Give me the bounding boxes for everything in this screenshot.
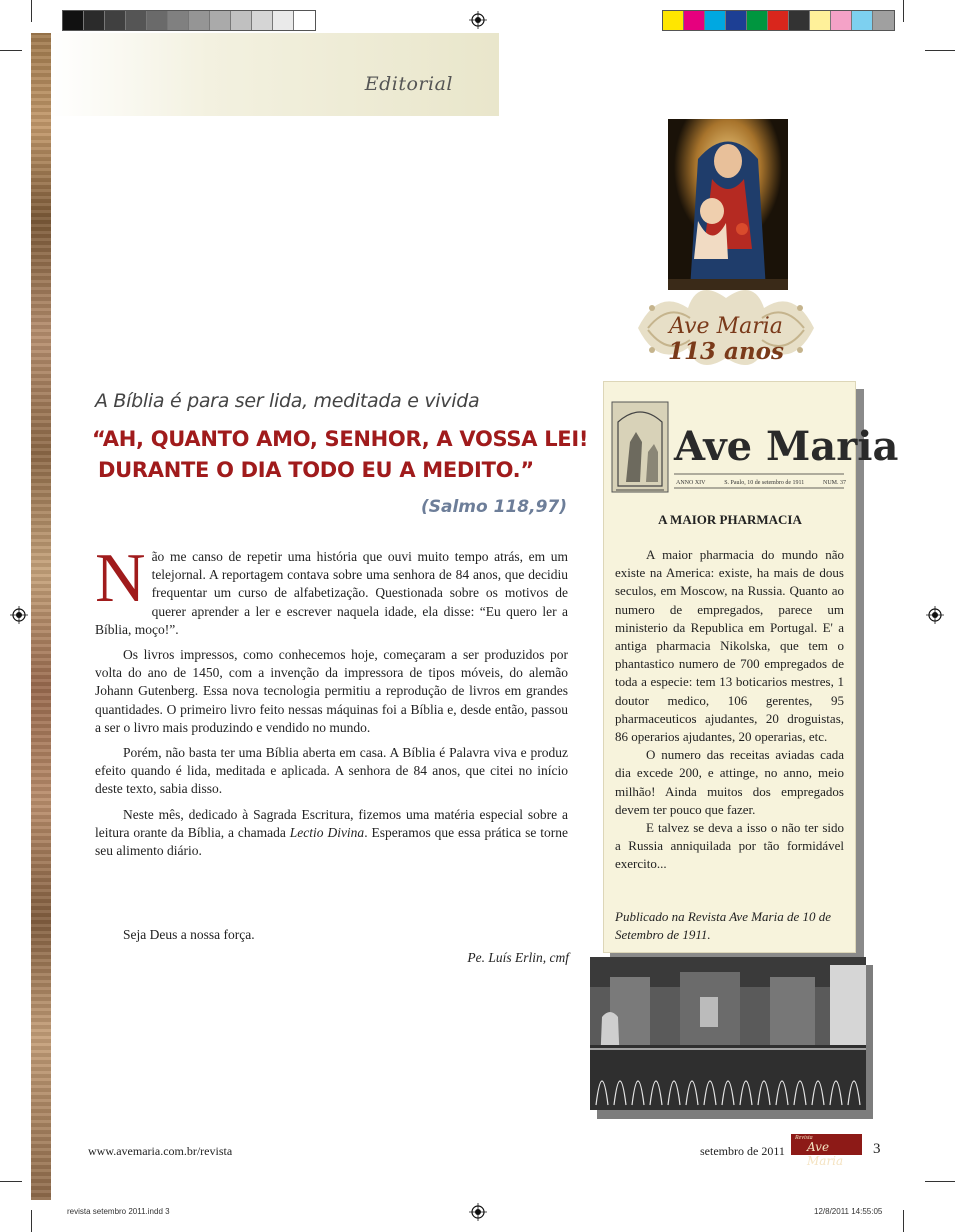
section-header-tab — [51, 33, 499, 116]
sidebar-credit: Publicado na Revista Ave Maria de 10 de Setembro de 1911. — [615, 909, 832, 942]
crop-mark — [31, 0, 32, 22]
crop-mark — [31, 1210, 32, 1232]
color-swatch — [747, 11, 768, 30]
footer-website: www.avemaria.com.br/revista — [88, 1144, 233, 1158]
registration-mark-icon — [469, 1203, 487, 1221]
print-slug-file: revista setembro 2011.indd 3 — [67, 1207, 170, 1216]
color-swatch — [705, 11, 726, 30]
psalm-quote-line: “AH, QUANTO AMO, SENHOR, A VOSSA LEI! — [92, 427, 589, 451]
color-swatch — [210, 11, 231, 30]
color-swatch — [831, 11, 852, 30]
crop-mark — [0, 1181, 22, 1182]
color-swatch — [726, 11, 747, 30]
masthead-date: S. Paulo, 10 de setembro de 1911 — [724, 480, 805, 486]
psalm-quote — [92, 424, 588, 486]
lectio-divina-term: Lectio Divina — [289, 824, 365, 840]
registration-mark-icon — [10, 606, 28, 624]
logo-small-text: Revista — [795, 1135, 813, 1141]
closing-line: Seja Deus a nossa força. — [123, 927, 255, 942]
crop-mark — [903, 1210, 904, 1232]
sidebar-paragraph: A maior pharmacia do mundo não existe na America: existe, ha mais de dous seculos, em Moscow, na Russia. Quanto ao numero de empregados, parece um ministerio da Republica em Portugal. E' a antiga pharmacia Nikolska, que tem o phantastico numero de 700 empregados de toda a especie: tem 13 boticarios mestres, 1 doutor medico, 106 gerentes, 95 pharmaceuticos ajudantes, 20 droguistas, 86 operarios ajudantes, 20 operarias, etc. — [615, 547, 844, 745]
color-swatch — [63, 11, 84, 30]
sidebar-body — [615, 546, 844, 874]
page-number: 3 — [873, 1141, 881, 1157]
color-swatch — [273, 11, 294, 30]
article-paragraph-text: Neste mês, dedicado à Sagrada Escritura, fizemos uma matéria especial sobre a leitura orante da Bíblia, a chamada — [95, 806, 568, 840]
section-label: Editorial — [364, 73, 453, 95]
sidebar-paragraph: E talvez se deva a isso o não ter sido a Russia anniquilada por tão formidável exercito... — [615, 820, 844, 872]
drop-cap: N — [95, 540, 146, 617]
logo-big-text: Ave Maria — [807, 1140, 844, 1168]
anniversary-years: 113 anos — [668, 338, 784, 365]
color-swatch — [789, 11, 810, 30]
gray-color-bar — [62, 10, 316, 31]
author-signature: Pe. Luís Erlin, cmf — [467, 950, 569, 965]
color-swatch — [189, 11, 210, 30]
crop-mark — [925, 1181, 955, 1182]
color-swatch — [105, 11, 126, 30]
color-swatch — [684, 11, 705, 30]
article-paragraph-text: ão me canso de repetir uma história que ouvi muito tempo atrás, em um telejornal. A reportagem contava sobre uma senhora de 84 anos, que decidiu frequentar um curso de alfabetização. Questionada sobre os motivos de querer aprender a ler e escrever naquela idade, ela disse: “Eu quero ler a Bíblia, moço!”. — [95, 549, 568, 637]
sidebar-heading: A MAIOR PHARMACIA — [658, 512, 802, 527]
color-swatch — [252, 11, 273, 30]
process-color-bar — [662, 10, 895, 31]
color-swatch — [852, 11, 873, 30]
color-swatch — [810, 11, 831, 30]
registration-mark-icon — [926, 606, 944, 624]
article-paragraph-text: . Esperamos que essa prática se torne seu alimento diário. — [95, 824, 568, 859]
color-swatch — [873, 11, 894, 30]
anniversary-label — [628, 316, 824, 363]
article-paragraph: Os livros impressos, como conhecemos hoje, começaram a ser produzidos por volta do ano de 1450, com a invenção da impressora de tipos móveis, do alemão Johann Gutenberg. Essa nova tecnologia permitiu a reprodução de livros em grandes quantidades. O primeiro livro feito nessas máquinas foi a Bíblia e, desde então, passou a ser o livro mais produzindo e vendido no mundo. — [95, 647, 568, 735]
editorial-subtitle: A Bíblia é para ser lida, meditada e vivida — [95, 390, 480, 412]
psalm-quote-line: DURANTE O DIA TODO EU A MEDITO.” — [98, 458, 534, 482]
sidebar-paragraph: O numero das receitas aviadas cada dia excede 200, e attinge, no anno, meio milhão! Ainda muitos dos empregados devem ter pouco que fazer. — [615, 747, 844, 817]
color-swatch — [663, 11, 684, 30]
masthead-title: Ave Maria — [674, 423, 899, 470]
crop-mark — [903, 0, 904, 22]
article-body — [95, 540, 568, 867]
footer-date: setembro de 2011 — [700, 1144, 785, 1158]
magazine-logo — [791, 1134, 862, 1168]
color-swatch — [84, 11, 105, 30]
psalm-reference: (Salmo 118,97) — [421, 497, 567, 517]
color-swatch — [768, 11, 789, 30]
anniversary-title: Ave Maria — [669, 314, 783, 339]
print-slug-timestamp: 12/8/2011 14:55:05 — [814, 1207, 883, 1216]
registration-mark-icon — [469, 11, 487, 29]
pharmacy-interior-photo — [590, 957, 866, 1110]
article-paragraph — [95, 540, 568, 639]
decorative-border-strip — [31, 33, 51, 1200]
crop-mark — [925, 50, 955, 51]
madonna-and-child-image — [668, 119, 788, 290]
color-swatch — [231, 11, 252, 30]
masthead-year: ANNO XIV — [676, 480, 706, 486]
article-paragraph — [95, 806, 568, 861]
color-swatch — [147, 11, 168, 30]
color-swatch — [294, 11, 315, 30]
crop-mark — [0, 50, 22, 51]
color-swatch — [168, 11, 189, 30]
masthead-number: NUM. 37 — [822, 480, 846, 486]
article-paragraph: Porém, não basta ter uma Bíblia aberta em casa. A Bíblia é Palavra viva e produz efeito quando é lida, meditada e aplicada. A senhora de 84 anos, que citei no início deste texto, sabia disso. — [95, 745, 568, 797]
masthead-meta-row — [676, 480, 846, 486]
color-swatch — [126, 11, 147, 30]
